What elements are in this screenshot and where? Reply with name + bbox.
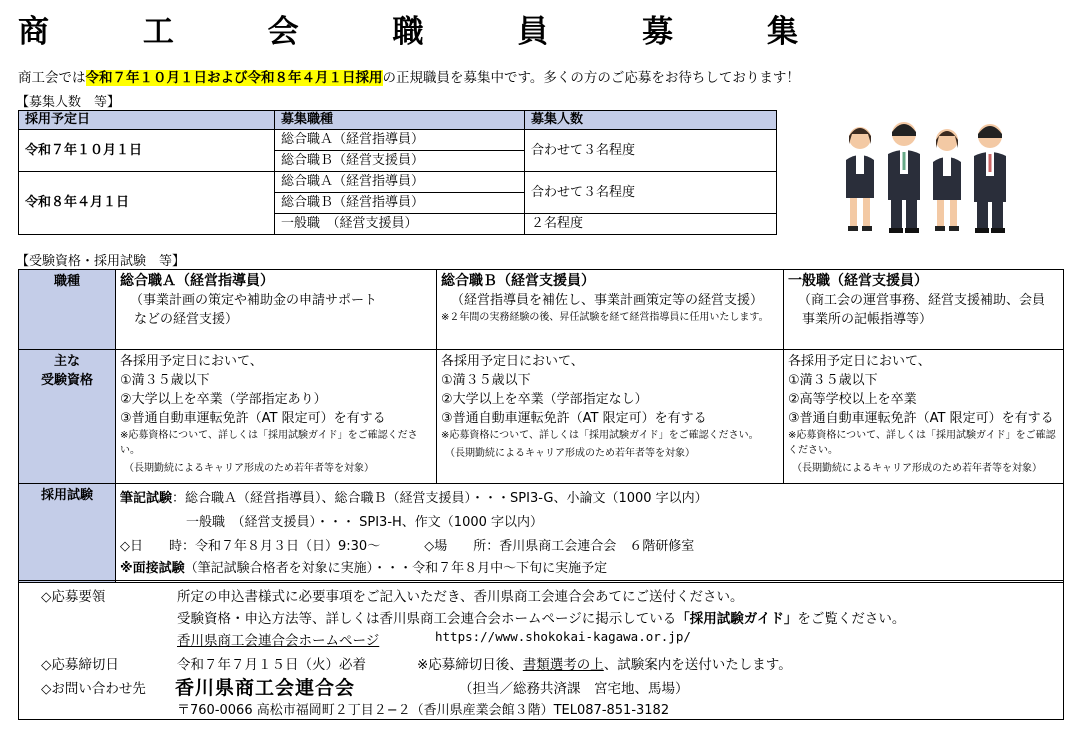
qual-note: ※応募資格について、詳しくは「採用試験ガイド」をご確認ください。 — [788, 430, 1056, 456]
qual-note: （長期勤続によるキャリア形成のため若年者等を対象） — [124, 463, 374, 474]
job-desc: （経営指導員を補佐し、事業計画策定等の経営支援） — [451, 293, 764, 308]
guide-name: 「採用試験ガイド」 — [676, 611, 798, 627]
qual-line: 各採用予定日において、 — [441, 354, 584, 369]
apply-text: をご覧ください。 — [797, 611, 906, 627]
label-qualification — [19, 350, 116, 484]
job-title: 総合職Ｂ（経営支援員） — [441, 273, 595, 289]
contact-label: ◇お問い合わせ先 — [41, 681, 146, 697]
homepage-url[interactable]: https://www.shokokai-kagawa.or.jp/ — [435, 629, 691, 644]
job-desc: 事業所の記帳指導等） — [802, 312, 933, 327]
title-char: 商 — [18, 14, 49, 50]
job-cell — [784, 270, 1064, 350]
exam-place: ◇場 所：香川県商工会連合会 ６階研修室 — [424, 539, 695, 554]
deadline-note-text: ※応募締切日後、 — [417, 657, 523, 673]
qual-note: （長期勤続によるキャリア形成のため若年者等を対象） — [445, 448, 695, 459]
job-cell — [437, 270, 784, 350]
title-char: 工 — [142, 14, 174, 50]
qual-line: 各採用予定日において、 — [788, 354, 931, 369]
table-row — [19, 270, 1064, 350]
intro-text — [18, 66, 800, 86]
label-exam: 採用試験 — [19, 484, 116, 583]
job-cell: 総合職Ａ（経営指導員） — [275, 172, 525, 193]
recruit-count-table — [18, 110, 777, 235]
date-cell: 令和８年４月１日 — [19, 172, 275, 235]
qual-note: ※応募資格について、詳しくは「採用試験ガイド」をご確認ください。 — [120, 430, 418, 456]
contact-address: 〒760‐0066 高松市福岡町２丁目２−２（香川県産業会館３階）TEL087-851-3182 — [177, 703, 670, 718]
exam-cell — [116, 484, 1064, 583]
org-name: 香川県商工会連合会 — [175, 677, 356, 699]
staff-illustration — [838, 118, 1016, 238]
count-cell: 合わせて３名程度 — [525, 130, 777, 172]
apply-line: 所定の申込書様式に必要事項をご記入いただき、香川県商工会連合会あてにご送付ください。 — [177, 589, 744, 605]
title-char: 募 — [642, 14, 674, 50]
count-cell: 合わせて３名程度 — [525, 172, 777, 214]
intro-suffix: の正規職員を募集中です。多くの方のご応募をお待ちしております！ — [382, 70, 800, 86]
deadline-note-text: 、試験案内を送付いたします。 — [603, 657, 792, 673]
header-date: 採用予定日 — [19, 111, 275, 130]
person-icon — [846, 127, 874, 231]
table-row — [19, 350, 1064, 484]
apply-line — [177, 607, 905, 627]
title-char: 職 — [392, 14, 424, 50]
label-line: 受験資格 — [40, 373, 93, 388]
table-row — [19, 484, 1064, 583]
application-info-box — [18, 580, 1064, 720]
job-cell — [116, 270, 437, 350]
job-title: 一般職（経営支援員） — [788, 273, 928, 289]
section-heading-qualification: 【受験資格・採用試験 等】 — [16, 254, 186, 269]
job-cell: 総合職Ｂ（経営指導員） — [275, 193, 525, 214]
qual-line: ②大学以上を卒業（学部指定なし） — [441, 392, 648, 407]
qual-line: ②高等学校以上を卒業 — [788, 392, 917, 407]
section-heading-recruit: 【募集人数 等】 — [16, 95, 121, 110]
qual-line: 各採用予定日において、 — [120, 354, 263, 369]
title-char: 会 — [267, 14, 299, 50]
job-desc: などの経営支援） — [134, 312, 239, 327]
count-cell: ２名程度 — [525, 214, 777, 235]
intro-prefix: 商工会では — [18, 70, 86, 86]
exam-written-text: ：総合職Ａ（経営指導員）、総合職Ｂ（経営支援員）・・・SPI3‐G、小論文（1000 字以内） — [172, 491, 708, 506]
label-line: 主な — [53, 354, 80, 369]
exam-written-label: 筆記試験 — [120, 491, 173, 506]
qual-line: ①満３５歳以下 — [788, 373, 878, 388]
header-count: 募集人数 — [525, 111, 777, 130]
apply-text: 受験資格・申込方法等、詳しくは香川県商工会連合会ホームページに掲示している — [177, 611, 677, 627]
table-row — [19, 130, 777, 151]
table-header-row — [19, 111, 777, 130]
exam-date: ◇日 時：令和７年８月３日（日）9:30～ — [120, 539, 381, 554]
qualification-table — [18, 269, 1064, 583]
exam-schedule — [120, 536, 1059, 558]
exam-written — [120, 488, 1059, 510]
qual-line: ①満３５歳以下 — [441, 373, 531, 388]
exam-interview-label: ※面接試験 — [120, 561, 185, 576]
table-row — [19, 172, 777, 193]
deadline-note — [417, 653, 792, 673]
person-icon — [888, 122, 920, 233]
contact-person: （担当／総務共済課 宮宅地、馬場） — [459, 681, 689, 697]
person-icon — [933, 129, 961, 231]
exam-interview-text: （筆記試験合格者を対象に実施）・・・令和７年８月中～下旬に実施予定 — [184, 561, 608, 576]
qual-cell — [116, 350, 437, 484]
qual-line: ③普通自動車運転免許（AT 限定可）を有する — [788, 411, 1054, 426]
date-cell: 令和７年１０月１日 — [19, 130, 275, 172]
deadline-label: ◇応募締切日 — [41, 657, 119, 673]
title-char: 員 — [517, 14, 549, 50]
header-job: 募集職種 — [275, 111, 525, 130]
job-desc: （商工会の運営事務、経営支援補助、会員 — [798, 293, 1046, 308]
job-note: ※２年間の実務経験の後、昇任試験を経て経営指導員に任用いたします。 — [441, 312, 769, 323]
apply-label: ◇応募要領 — [41, 589, 106, 605]
homepage-link[interactable]: 香川県商工会連合会ホームページ — [177, 633, 380, 649]
qual-note: ※応募資格について、詳しくは「採用試験ガイド」をご確認ください。 — [441, 430, 759, 441]
job-title: 総合職Ａ（経営指導員） — [120, 273, 274, 289]
job-cell: 一般職 （経営支援員） — [275, 214, 525, 235]
job-cell: 総合職Ａ（経営指導員） — [275, 130, 525, 151]
deadline-note-underline: 書類選考の上 — [522, 657, 604, 673]
page-title — [18, 6, 798, 51]
person-icon — [974, 124, 1006, 233]
job-desc: （事業計画の策定や補助金の申請サポート — [130, 293, 378, 308]
exam-written-text: 一般職 （経営支援員）・・・ SPI3‐H、作文（1000 字以内） — [186, 515, 544, 530]
qual-line: ③普通自動車運転免許（AT 限定可）を有する — [441, 411, 707, 426]
title-char: 集 — [766, 14, 798, 50]
job-cell: 総合職Ｂ（経営支援員） — [275, 151, 525, 172]
deadline-date: 令和７年７月１５日（火）必着 — [177, 657, 366, 673]
exam-interview — [120, 558, 1059, 580]
qual-line: ①満３５歳以下 — [120, 373, 210, 388]
qual-note: （長期勤続によるキャリア形成のため若年者等を対象） — [792, 463, 1042, 474]
qual-line: ②大学以上を卒業（学部指定あり） — [120, 392, 327, 407]
intro-highlight: 令和７年１０月１日および令和８年４月１日採用 — [85, 70, 383, 86]
qual-line: ③普通自動車運転免許（AT 限定可）を有する — [120, 411, 386, 426]
label-job: 職種 — [19, 270, 116, 350]
qual-cell — [784, 350, 1064, 484]
qual-cell — [437, 350, 784, 484]
